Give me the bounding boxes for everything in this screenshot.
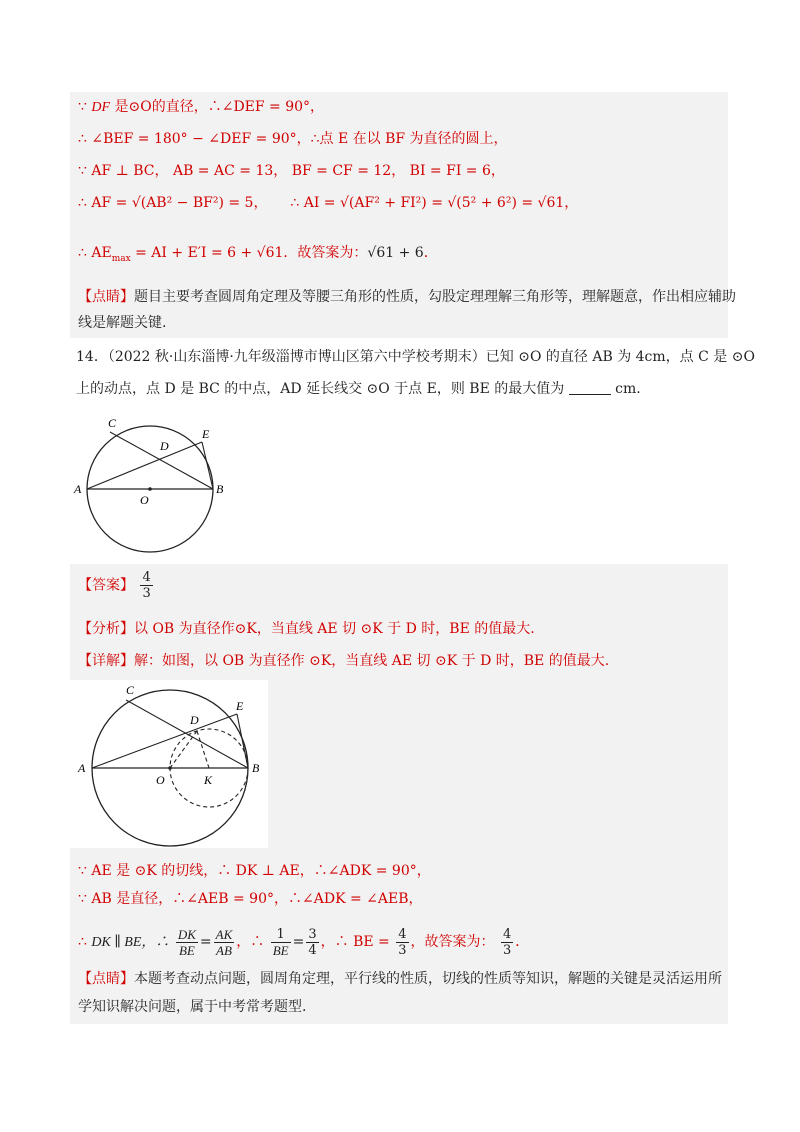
figure-1-circle-diagram (70, 412, 230, 562)
step-line-2: ∵ AB 是直径，∴∠AEB = 90°，∴∠ADK = ∠AEB， (78, 891, 423, 907)
numerator-dk: DK (177, 926, 196, 942)
therefore-symbol: ∴ (78, 934, 87, 950)
label-c: C (108, 416, 117, 430)
denominator-3b: 3 (502, 942, 512, 958)
question-line-2 (76, 378, 641, 400)
detail-tag: 【详解】 (78, 653, 134, 669)
answer-blank (569, 380, 611, 395)
comment-tag-2: 【点睛】 (78, 971, 134, 987)
solution-block-top (70, 92, 736, 338)
math-df: DF (91, 100, 111, 115)
numerator-4a: 4 (398, 926, 407, 942)
label-e: E (236, 699, 244, 713)
label-c: C (126, 683, 135, 697)
center-o (168, 766, 172, 770)
denominator-4: 4 (308, 942, 317, 958)
analysis-line (78, 618, 535, 640)
numerator-4b: 4 (502, 926, 512, 942)
question-text: 上的动点，点 D 是 BC 的中点，AD 延长线交 ⊙O 于点 E，则 BE 的最大值为 (76, 381, 565, 397)
denominator-be: BE (178, 942, 195, 958)
analysis-text: 以 OB 为直径作⊙K，当直线 AE 切 ⊙K 于 D 时，BE 的值最大. (134, 621, 535, 637)
answer-line (78, 570, 155, 601)
step-line-1: ∵ AE 是 ⊙K 的切线，∴ DK ⊥ AE，∴∠ADK = 90°， (78, 863, 431, 879)
comment-tag: 【点睛】 (78, 289, 134, 305)
answer-prefix: ．故答案为： (283, 245, 368, 261)
answer-fraction (140, 570, 152, 601)
max-subscript: max (111, 253, 131, 264)
solution-block-bottom (70, 564, 728, 1024)
label-d: D (160, 439, 169, 453)
detail-line (78, 650, 609, 672)
therefore-2: ，∴ (236, 934, 265, 950)
label-b: B (252, 761, 260, 775)
comment-text-1: 题目主要考查圆周角定理及等腰三角形的性质，勾股定理理解三角形等，理解题意，作出相应辅助 (134, 289, 736, 305)
fraction-4-3-a (396, 927, 408, 958)
period: ． (423, 245, 438, 261)
analysis-tag: 【分析】 (78, 621, 134, 637)
label-e: E (202, 427, 210, 441)
comment-line-2: 线是解题关键. (78, 315, 167, 331)
solution-line-5 (78, 242, 438, 270)
question-line-1: 14．（2022 秋·山东淄博·九年级淄博市博山区第六中学校考期末）已知 ⊙O 的直径 AB 为 4cm，点 C 是 ⊙O (76, 349, 755, 365)
solution-line-1 (78, 96, 324, 119)
period-2: ． (515, 934, 530, 950)
fraction-ak-ab (214, 927, 235, 958)
ae-max-label: ∴ AE (78, 245, 112, 261)
segment-eb (202, 442, 213, 489)
comment-line-4: 学知识解决问题，属于中考常考题型. (78, 999, 307, 1015)
solution-line-2: ∴ ∠BEF = 180° − ∠DEF = 90°，∴点 E 在以 BF 为直径的圆上， (78, 131, 508, 147)
label-d: D (190, 713, 199, 727)
comment-line-1 (78, 286, 736, 308)
numerator-1: 1 (271, 927, 291, 943)
answer-value: √61 + 6 (367, 245, 424, 261)
unit-cm: cm. (615, 381, 641, 397)
fraction-3-4 (306, 927, 318, 958)
label-k: K (204, 773, 213, 787)
detail-text: 解：如图，以 OB 为直径作 ⊙K，当直线 AE 切 ⊙K 于 D 时，BE 的值最大. (134, 653, 610, 669)
solution-line-4 (78, 192, 578, 214)
fraction-4-3-b (501, 927, 513, 958)
solution-line-3: ∵ AF ⊥ BC， AB = AC = 13， BF = CF = 12， BI = FI = 6， (78, 163, 505, 179)
ae-max-formula: = AI + E′I = 6 + √61 (130, 245, 284, 261)
line-ae (87, 442, 202, 489)
label-a: A (78, 761, 86, 775)
fraction-dk-be (176, 927, 198, 958)
answer-tag: 【答案】 (78, 577, 134, 594)
ai-formula: ∴ AI = √(AF² + FI²) = √(5² + 6²) = √61， (290, 195, 579, 211)
equals-sign: = (199, 934, 212, 950)
because-symbol: ∵ (78, 99, 87, 115)
comment-line-3 (78, 968, 722, 990)
answer-prefix-2: ，故答案为： (410, 934, 495, 950)
answer-denominator: 3 (142, 586, 151, 601)
parallel-statement: DK ∥ BE，∴ (91, 935, 170, 950)
label-o: O (156, 773, 165, 787)
numerator-ak: AK (215, 926, 233, 942)
comment-text-3: 本题考查动点问题，圆周角定理，平行线的性质，切线的性质等知识，解题的关键是灵活运用所 (134, 971, 722, 987)
answer-numerator: 4 (142, 570, 151, 585)
af-formula: ∴ AF = √(AB² − BF²) = 5， (78, 195, 268, 211)
be-equals: ，∴ BE = (320, 934, 390, 950)
denominator-ab: AB (216, 942, 232, 958)
denominator-be-2: BE (272, 942, 289, 958)
text-diameter: 是⊙O的直径，∴∠DEF = 90°， (114, 99, 325, 115)
figure-2-circle-diagram (70, 680, 268, 848)
fraction-1-be (271, 927, 291, 958)
numerator-3: 3 (308, 926, 317, 942)
center-o (148, 487, 152, 491)
denominator-3a: 3 (398, 942, 407, 958)
step-line-3: ∴ DK ∥ BE，∴ $\frac{DK}{BE}$ = $\frac{AK}{AB}$ ，∴ $\frac{1}{BE}$ = $\frac{3}{4}$ ，∴ BE = $\frac{4}{3}$ ，故答案为： $\frac{4}{3}$ ． (78, 926, 530, 958)
label-o: O (140, 493, 149, 507)
label-a: A (74, 482, 82, 496)
label-b: B (216, 482, 224, 496)
